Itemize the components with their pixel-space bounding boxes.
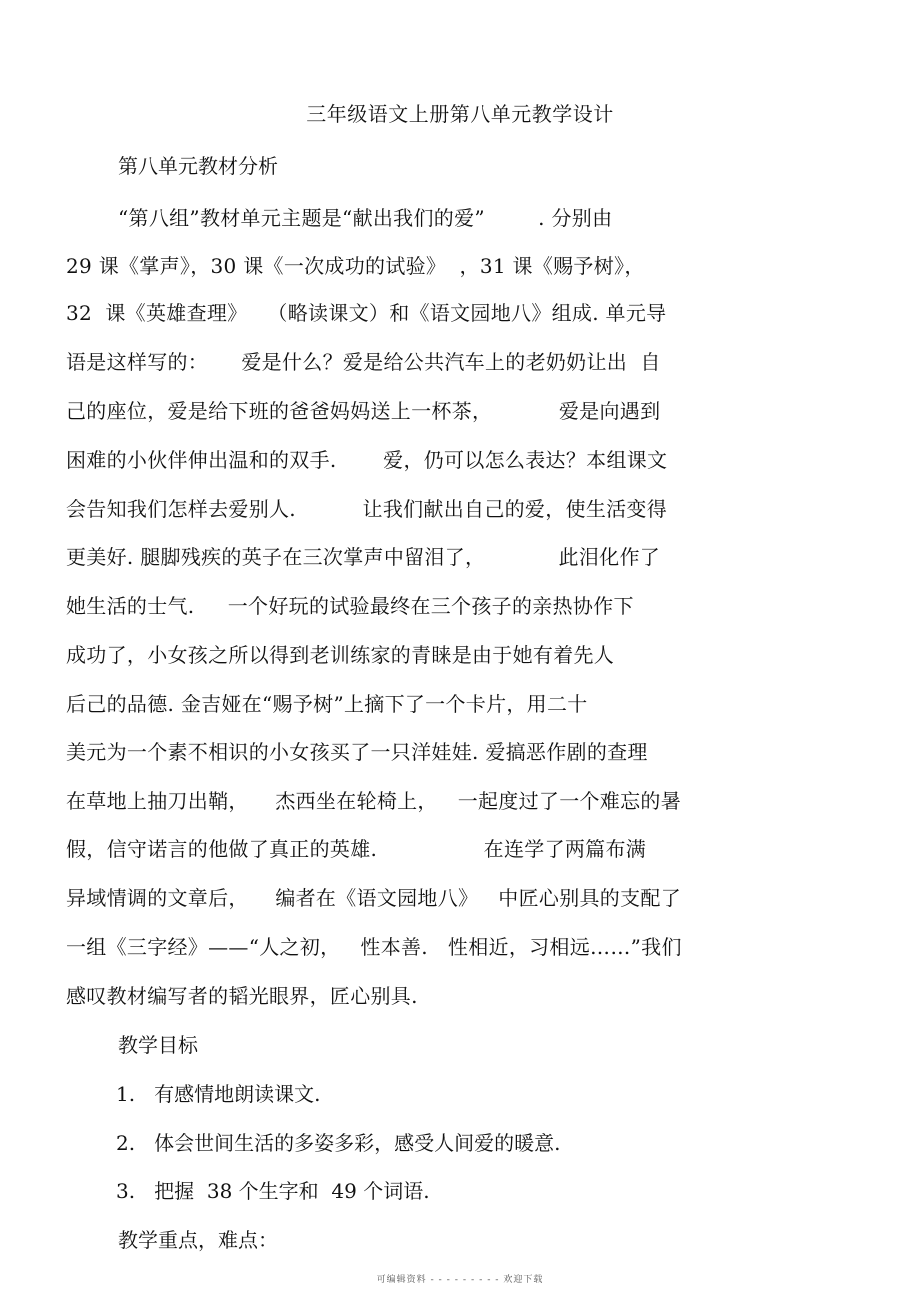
paragraph-line: 32 课《英雄查理》 （略读课文）和《语文园地八》组成. 单元导 — [66, 301, 667, 325]
goal-item: 2. 体会世间生活的多姿多彩，感受人间爱的暖意. — [116, 1131, 561, 1155]
paragraph-line: 感叹教材编写者的韬光眼界，匠心别具. — [66, 984, 418, 1008]
paragraph-line: 在草地上抽刀出鞘， 杰西坐在轮椅上， 一起度过了一个难忘的暑 — [66, 789, 682, 813]
paragraph-line: 困难的小伙伴伸出温和的双手. 爱，仍可以怎么表达？本组课文 — [66, 448, 668, 472]
paragraph-line: 更美好. 腿脚残疾的英子在三次掌声中留泪了， 此泪化作了 — [66, 545, 661, 569]
page-footer: 可编辑资料 - - - - - - - - - 欢迎下载 — [376, 1275, 544, 1285]
paragraph-line: 29 课《掌声》，30 课《一次成功的试验》 ，31 课《赐予树》， — [66, 254, 645, 278]
paragraph-line: 会告知我们怎样去爱别人. 让我们献出自己的爱，使生活变得 — [66, 497, 668, 521]
paragraph-line: 成功了，小女孩之所以得到老训练家的青睐是由于她有着先人 — [66, 643, 615, 667]
paragraph-line: “第八组”教材单元主题是“献出我们的爱” . 分别由 — [118, 206, 613, 230]
paragraph-line: 后己的品德. 金吉娅在“赐予树”上摘下了一个卡片，用二十 — [66, 692, 588, 716]
paragraph-line: 一组《三字经》——“人之初， 性本善. 性相近，习相远……”我们 — [66, 935, 682, 959]
section-heading-analysis: 第八单元教材分析 — [118, 154, 278, 178]
paragraph-line: 异域情调的文章后， 编者在《语文园地八》 中匠心别具的支配了 — [66, 886, 682, 910]
paragraph-line: 语是这样写的： 爱是什么？爱是给公共汽车上的老奶奶让出 自 — [66, 350, 661, 374]
paragraph-line: 己的座位，爱是给下班的爸爸妈妈送上一杯茶， 爱是向遇到 — [66, 399, 661, 423]
document-title: 三年级语文上册第八单元教学设计 — [306, 102, 614, 126]
section-heading-key-points: 教学重点，难点： — [118, 1228, 278, 1252]
paragraph-line: 美元为一个素不相识的小女孩买了一只洋娃娃. 爱搞恶作剧的查理 — [66, 740, 648, 764]
section-heading-goals: 教学目标 — [118, 1033, 198, 1057]
goal-item: 1. 有感情地朗读课文. — [116, 1082, 321, 1106]
paragraph-line: 她生活的士气. 一个好玩的试验最终在三个孩子的亲热协作下 — [66, 594, 634, 618]
goal-item: 3. 把握 38 个生字和 49 个词语. — [116, 1179, 430, 1203]
paragraph-line: 假，信守诺言的他做了真正的英雄. 在连学了两篇布满 — [66, 837, 647, 861]
